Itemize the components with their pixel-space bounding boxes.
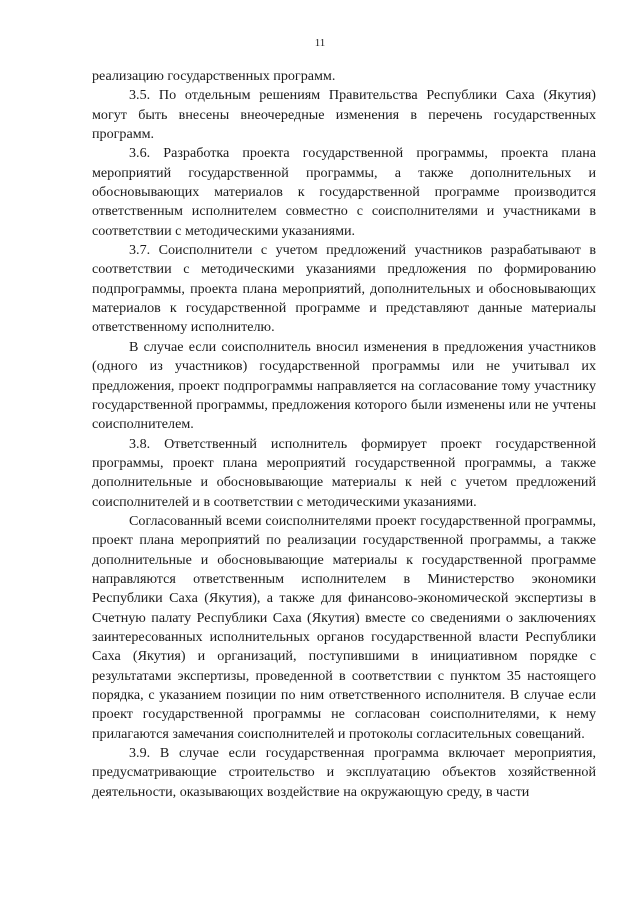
paragraph-3-7: 3.7. Соисполнители с учетом предложений участников разрабатывают в соответствии с методическими указаниями предложения по формированию подпрограммы, проекта плана мероприятий, дополнительных и обосновывающих материалов к государственной программе и представляют данные материалы ответственному исполнителю. <box>92 242 596 336</box>
paragraph-3-5: 3.5. По отдельным решениям Правительства Республики Саха (Якутия) могут быть внесены внеочередные изменения в перечень государственных программ. <box>92 87 596 143</box>
document-body <box>92 67 596 802</box>
paragraph-3-8: 3.8. Ответственный исполнитель формирует проект государственной программы, проект плана мероприятий государственной программы, а также дополнительные и обосновывающие материалы к ней с учетом предложений соисполнителей и в соответствии с методическими указаниями. <box>92 435 596 510</box>
paragraph-3-6: 3.6. Разработка проекта государственной программы, проекта плана мероприятий государственной программы, а также дополнительных и обосновывающих материалов к государственной программе производится ответственным исполнителем совместно с соисполнителями и участниками в соответствии с методическими указаниями. <box>92 145 596 239</box>
paragraph-continuation: реализацию государственных программ. <box>92 68 336 84</box>
paragraph-3-9: 3.9. В случае если государственная программа включает мероприятия, предусматривающие строительство и эксплуатацию объектов хозяйственной деятельности, оказывающих воздействие на окружающую среду, в части <box>92 745 596 800</box>
page-number: 11 <box>314 37 326 49</box>
paragraph-3-7-addendum: В случае если соисполнитель вносил изменения в предложения участников (одного из участников) государственной программы или не учитывал их предложения, проект подпрограммы направляется на согласование тому участнику государственной программы, предложения которого были изменены или не учтены соисполнителем. <box>92 338 596 433</box>
paragraph-3-8-addendum: Согласованный всеми соисполнителями проект государственной программы, проект плана мероприятий по реализации государственной программы, а также дополнительные и обосновывающие материалы к государственной программе направляются ответственным исполнителем в Министерство экономики Республики Саха (Якутия), а также для финансово-экономической экспертизы в Счетную палату Республики Саха (Якутия) вместе со сведениями о заключениях заинтересованных исполнительных органов государственной власти Республики Саха (Якутия) и организаций, поступившими в инициативном порядке с результатами экспертизы, проведенной в соответствии с пунктом 35 настоящего порядка, с указанием позиции по ним ответственного исполнителя. В случае если проект государственной программы не согласован соисполнителями, к нему прилагаются замечания соисполнителей и протоколы согласительных совещаний. <box>92 512 596 742</box>
